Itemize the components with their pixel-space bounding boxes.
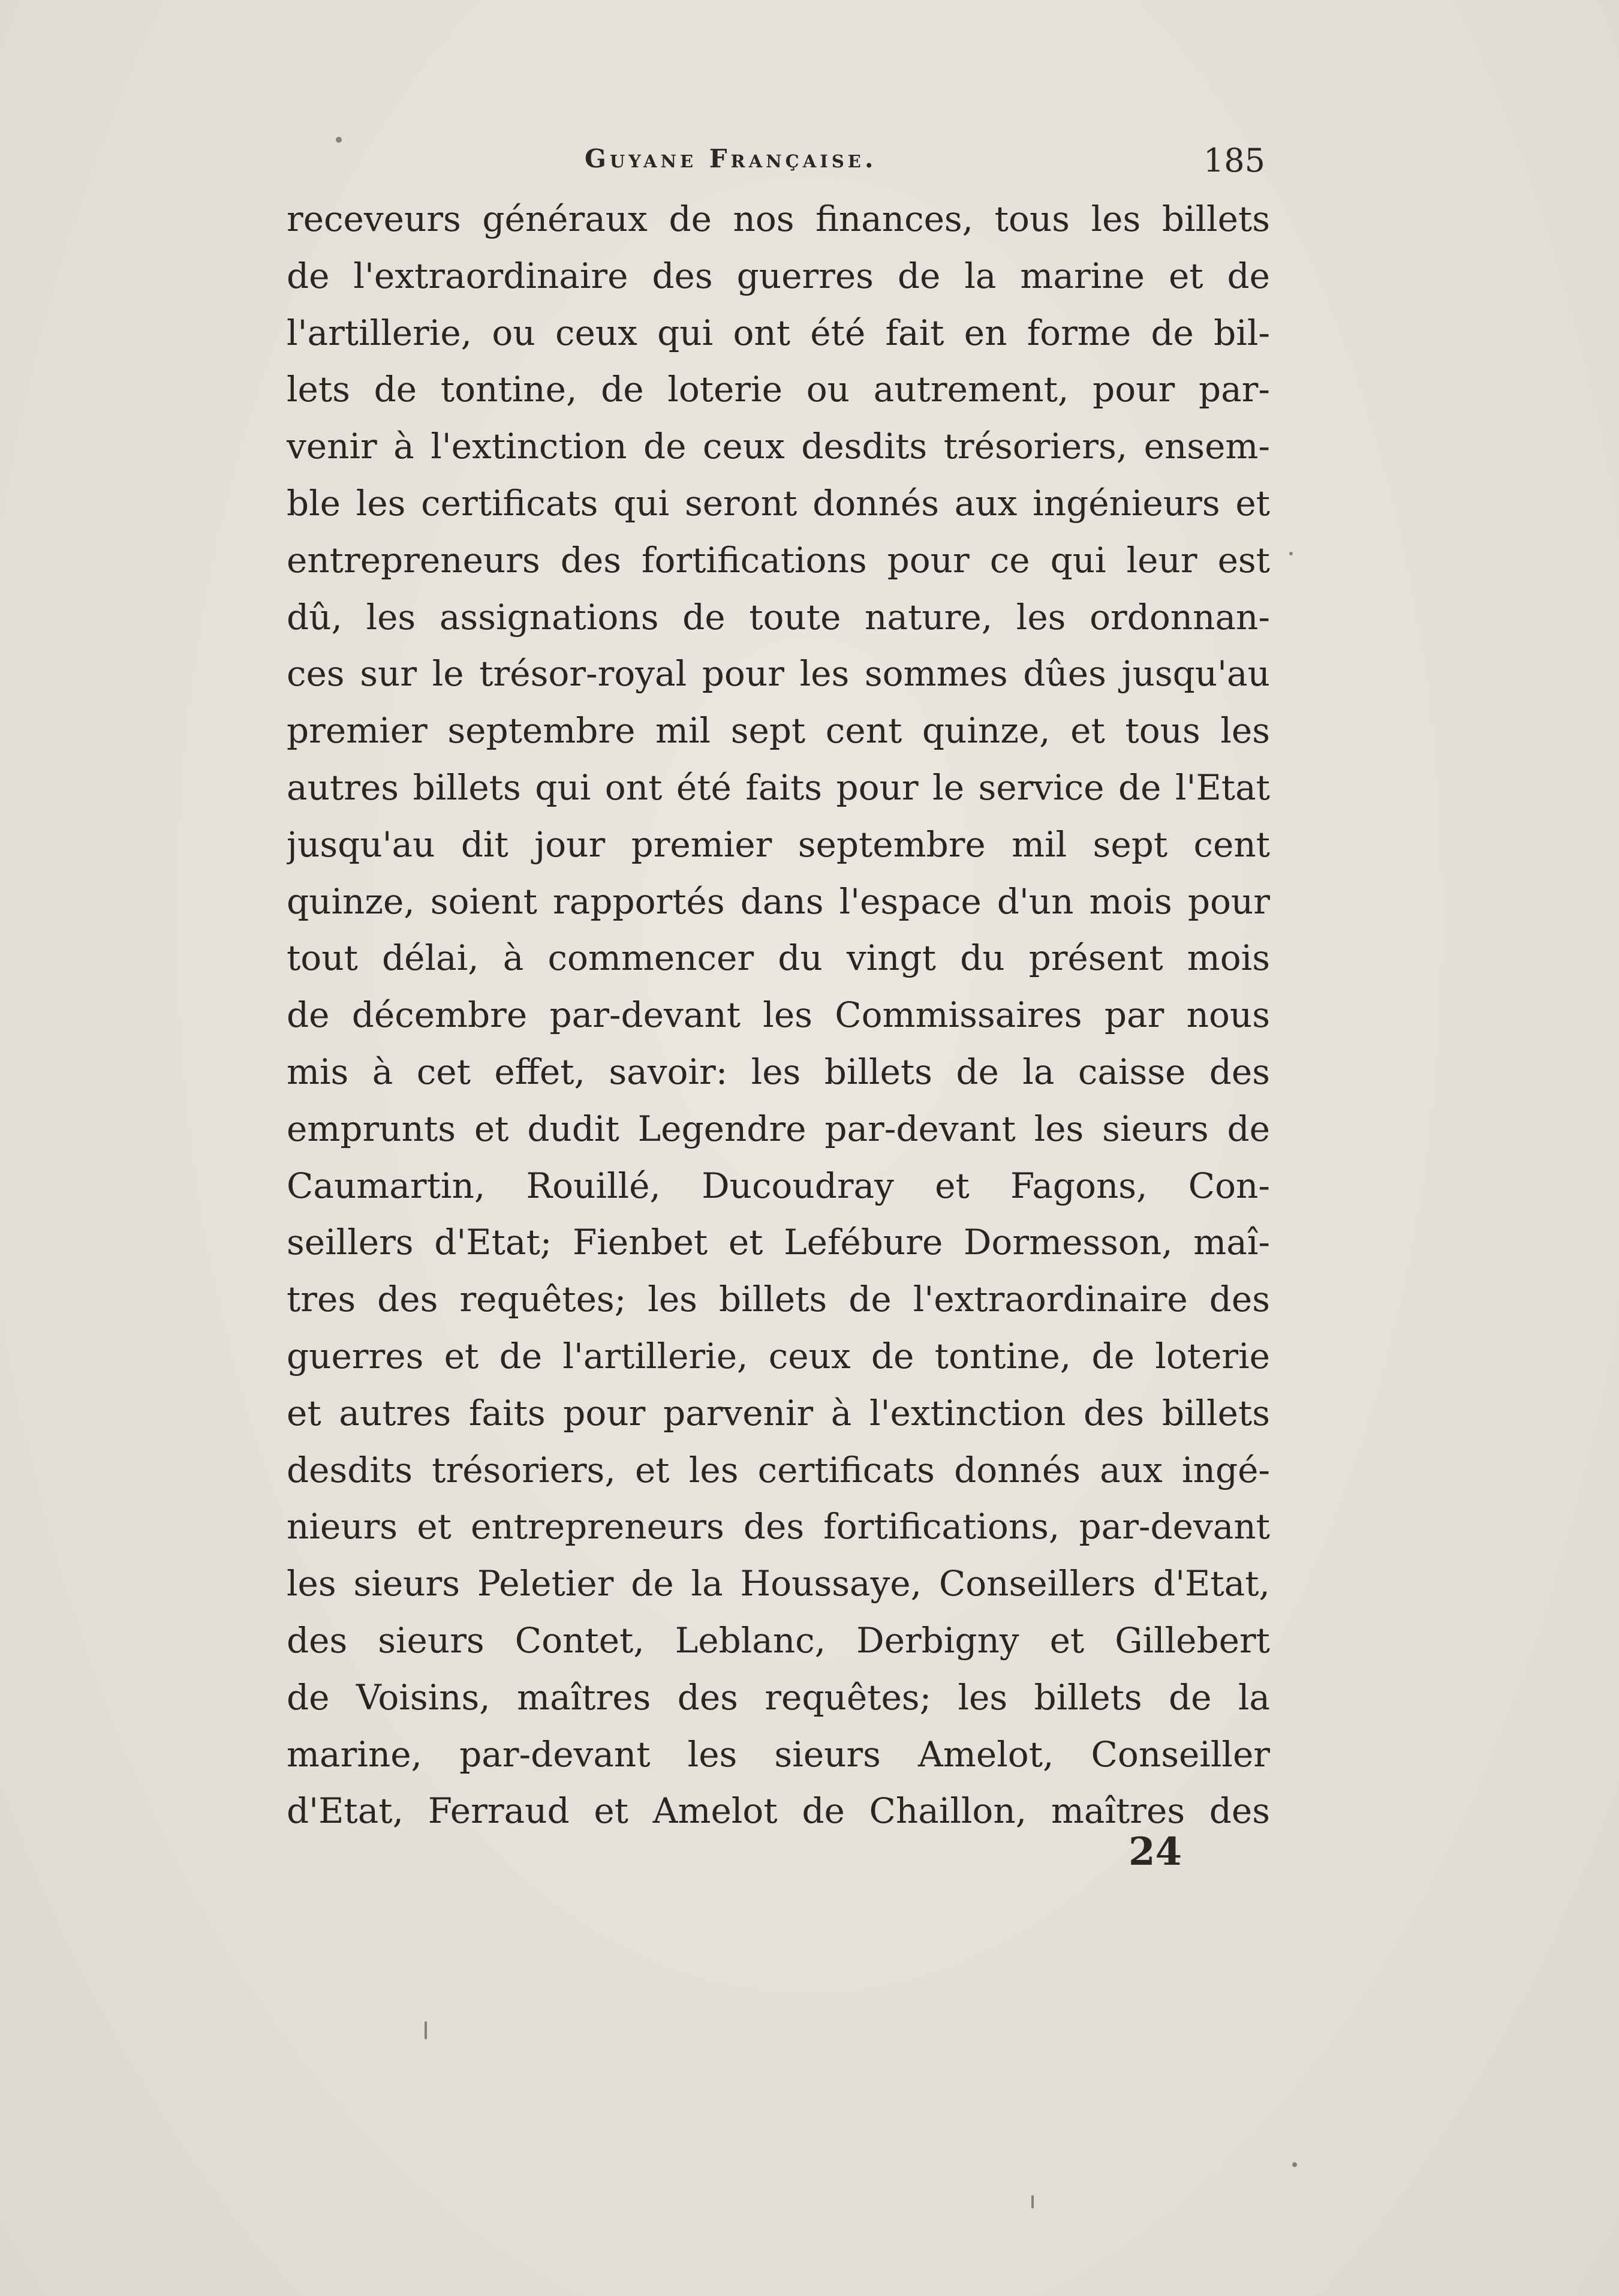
text-line: jusqu'au dit jour premier septembre mil sept cent: [287, 824, 1270, 865]
text-line: tres des requêtes; les billets de l'extraordinaire des: [287, 1279, 1270, 1320]
text-line: lets de tontine, de loterie ou autrement, pour par-: [287, 369, 1270, 410]
text-line: de Voisins, maîtres des requêtes; les billets de la: [287, 1676, 1270, 1718]
paper-speck: [336, 137, 342, 143]
text-line: autres billets qui ont été faits pour le service de l'Etat: [287, 767, 1270, 808]
text-line: marine, par-devant les sieurs Amelot, Conseiller: [287, 1733, 1270, 1775]
page-header: [282, 139, 1265, 187]
text-line: nieurs et entrepreneurs des fortifications, par-devant: [287, 1506, 1270, 1547]
text-line: premier septembre mil sept cent quinze, et tous les: [287, 710, 1270, 752]
text-line: venir à l'extinction de ceux desdits trésoriers, ensem-: [287, 426, 1270, 467]
text-line: desdits trésoriers, et les certificats donnés aux ingé-: [287, 1449, 1270, 1490]
text-line: dû, les assignations de toute nature, les ordonnan-: [287, 596, 1270, 638]
text-line: des sieurs Contet, Leblanc, Derbigny et Gillebert: [287, 1619, 1270, 1661]
paper-speck: [425, 2021, 427, 2039]
text-line: quinze, soient rapportés dans l'espace d'un mois pour: [287, 880, 1270, 922]
paper-speck: [1031, 2195, 1034, 2208]
text-line: entrepreneurs des fortifications pour ce qui leur est: [287, 539, 1270, 581]
text-line: et autres faits pour parvenir à l'extinction des billets: [287, 1392, 1270, 1434]
text-line: receveurs généraux de nos finances, tous les billets: [287, 199, 1270, 239]
text-line: mis à cet effet, savoir: les billets de la caisse des: [287, 1051, 1270, 1092]
signature-mark: 24: [1129, 1829, 1182, 1874]
paper-speck: [1292, 2162, 1297, 2167]
text-line: d'Etat, Ferraud et Amelot de Chaillon, maîtres des: [287, 1790, 1270, 1832]
text-line: tout délai, à commencer du vingt du présent mois: [287, 937, 1270, 979]
text-line: l'artillerie, ou ceux qui ont été fait en forme de bil-: [287, 312, 1270, 353]
running-title: Guyane Française.: [585, 144, 877, 173]
text-line: de décembre par-devant les Commissaires par nous: [287, 994, 1270, 1036]
text-line: emprunts et dudit Legendre par-devant les sieurs de: [287, 1108, 1270, 1149]
text-line: de l'extraordinaire des guerres de la marine et de: [287, 255, 1270, 296]
text-line: Caumartin, Rouillé, Ducoudray et Fagons, Con-: [287, 1165, 1270, 1206]
body-text: [287, 191, 1270, 1840]
page-number: 185: [1203, 142, 1265, 179]
text-line: seillers d'Etat; Fienbet et Lefébure Dormesson, maî-: [287, 1222, 1270, 1263]
text-line: ces sur le trésor-royal pour les sommes dûes jusqu'au: [287, 653, 1270, 695]
text-line: guerres et de l'artillerie, ceux de tontine, de loterie: [287, 1335, 1270, 1377]
text-line: ble les certificats qui seront donnés aux ingénieurs et: [287, 482, 1270, 524]
text-line: les sieurs Peletier de la Houssaye, Conseillers d'Etat,: [287, 1563, 1270, 1604]
paper-speck: [1289, 552, 1293, 555]
